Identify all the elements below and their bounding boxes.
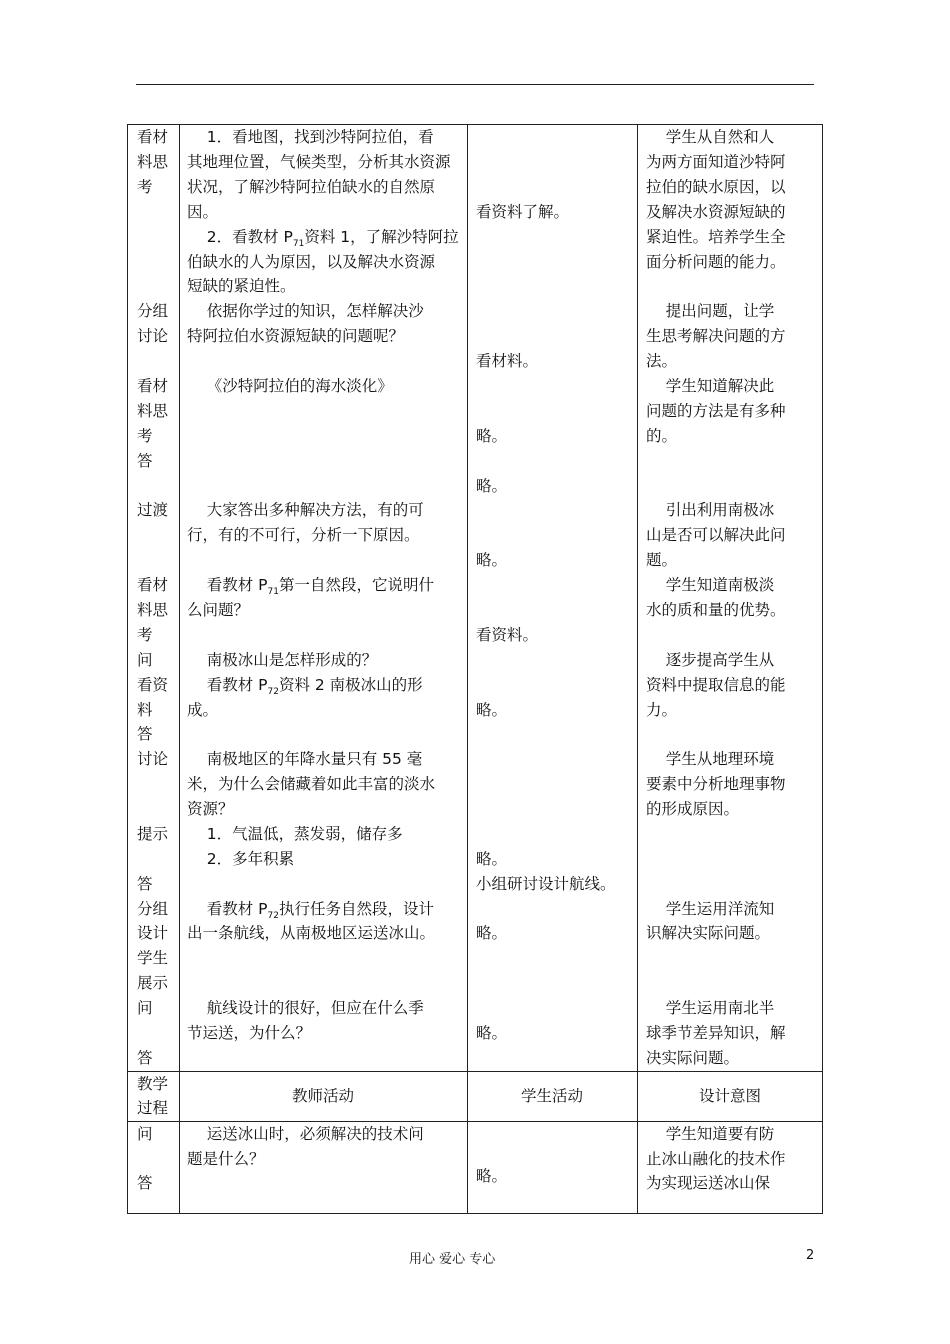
intent-line: 面分析问题的能力。 <box>646 253 786 271</box>
student-line: 略。 <box>476 924 508 942</box>
intent-line: 学生知道要有防 <box>646 1125 775 1143</box>
phase-line: 料思 <box>137 402 169 420</box>
student-line: 看资料。 <box>476 626 539 644</box>
header-design-intent: 设计意图 <box>698 1087 761 1105</box>
phase-line: 问 <box>137 999 153 1017</box>
teacher-line: 么问题？ <box>187 601 250 619</box>
phase-line: 过渡 <box>137 501 169 519</box>
teacher-line: 行，有的不可行，分析一下原因。 <box>187 526 420 544</box>
intent-line: 学生知道南极淡 <box>646 576 775 594</box>
student-line: 略。 <box>476 427 508 445</box>
student-line: 略。 <box>476 1167 508 1185</box>
teacher-line: 2．多年积累 <box>187 850 295 868</box>
header-process-label: 教学 <box>137 1075 169 1093</box>
intent-line: 及解决水资源短缺的 <box>646 203 786 221</box>
intent-line: 逐步提高学生从 <box>646 651 775 669</box>
intent-line: 问题的方法是有多种 <box>646 402 786 420</box>
intent-line: 题。 <box>646 551 678 569</box>
phase-line: 答 <box>137 1049 153 1067</box>
teacher-line: 2．看教材 $P_{71}$资料 1，了解沙特阿拉 <box>187 228 459 250</box>
student-line: 看资料了解。 <box>476 203 570 221</box>
row-divider <box>128 1071 822 1072</box>
student-line: 略。 <box>476 477 508 495</box>
phase-line: 考 <box>137 427 153 445</box>
teacher-line: 特阿拉伯水资源短缺的问题呢？ <box>187 327 405 345</box>
header-process-label: 过程 <box>137 1099 169 1117</box>
student-line: 略。 <box>476 701 508 719</box>
intent-line: 资料中提取信息的能 <box>646 676 786 694</box>
phase-line: 料 <box>137 701 153 719</box>
student-line: 看材料。 <box>476 352 539 370</box>
intent-line: 法。 <box>646 352 678 370</box>
phase-line: 看材 <box>137 128 169 146</box>
teacher-line: 南极冰山是怎样形成的？ <box>187 651 378 669</box>
phase-line: 分组 <box>137 900 169 918</box>
column-divider <box>637 125 638 1214</box>
phase-line: 答 <box>137 725 153 743</box>
teacher-line: 短缺的紧迫性。 <box>187 277 296 295</box>
phase-line: 讨论 <box>137 750 169 768</box>
phase-line: 料思 <box>137 601 169 619</box>
intent-line: 紧迫性。培养学生全 <box>646 228 786 246</box>
intent-line: 学生知道解决此 <box>646 377 775 395</box>
intent-line: 要素中分析地理事物 <box>646 775 786 793</box>
teacher-line: 米，为什么会储藏着如此丰富的淡水 <box>187 775 436 793</box>
teacher-line: 节运送，为什么？ <box>187 1024 312 1042</box>
intent-line: 生思考解决问题的方 <box>646 327 786 345</box>
phase-line: 答 <box>137 452 153 470</box>
intent-line: 学生运用洋流知 <box>646 900 775 918</box>
teacher-line: 题是什么？ <box>187 1150 265 1168</box>
teacher-line: 1．气温低，蒸发弱，储存多 <box>187 825 403 843</box>
phase-line: 看材 <box>137 576 169 594</box>
phase-line: 料思 <box>137 153 169 171</box>
intent-line: 学生运用南北半 <box>646 999 775 1017</box>
teacher-line: 《沙特阿拉伯的海水淡化》 <box>187 377 393 395</box>
teacher-line: 看教材 $P_{72}$执行任务自然段，设计 <box>187 900 434 922</box>
teacher-line: 其地理位置，气候类型，分析其水资源 <box>187 153 451 171</box>
teacher-line: 依据你学过的知识，怎样解决沙 <box>187 302 424 320</box>
intent-line: 识解决实际问题。 <box>646 924 771 942</box>
intent-line: 学生从自然和人 <box>646 128 775 146</box>
teacher-line: 南极地区的年降水量只有 55 毫 <box>187 750 423 768</box>
header-teacher-activity: 教师活动 <box>291 1087 354 1105</box>
phase-line: 问 <box>137 1125 153 1143</box>
intent-line: 决实际问题。 <box>646 1049 740 1067</box>
phase-line: 展示 <box>137 974 169 992</box>
phase-line: 考 <box>137 626 153 644</box>
teacher-line: 运送冰山时，必须解决的技术问 <box>187 1125 424 1143</box>
intent-line: 为两方面知道沙特阿 <box>646 153 786 171</box>
intent-line: 力。 <box>646 701 678 719</box>
student-line: 小组研讨设计航线。 <box>476 875 616 893</box>
intent-line: 的形成原因。 <box>646 800 740 818</box>
footer-motto: 用心 爱心 专心 <box>409 1252 496 1267</box>
teacher-line: 资源？ <box>187 800 234 818</box>
intent-line: 水的质和量的优势。 <box>646 601 786 619</box>
intent-line: 引出利用南极冰 <box>646 501 775 519</box>
student-line: 略。 <box>476 551 508 569</box>
teacher-line: 看教材 $P_{71}$第一自然段，它说明什 <box>187 576 434 598</box>
teacher-line: 大家答出多种解决方法，有的可 <box>187 501 424 519</box>
intent-line: 的。 <box>646 427 678 445</box>
phase-line: 分组 <box>137 302 169 320</box>
intent-line: 山是否可以解决此问 <box>646 526 786 544</box>
student-line: 略。 <box>476 1024 508 1042</box>
phase-line: 看资 <box>137 676 169 694</box>
phase-line: 问 <box>137 651 153 669</box>
page-number: 2 <box>806 1248 815 1263</box>
intent-line: 为实现运送冰山保 <box>646 1174 771 1192</box>
column-divider <box>179 125 180 1214</box>
teacher-line: 因。 <box>187 203 219 221</box>
intent-line: 学生从地理环境 <box>646 750 775 768</box>
student-line: 略。 <box>476 850 508 868</box>
teacher-line: 状况，了解沙特阿拉伯缺水的自然原 <box>187 178 436 196</box>
teacher-line: 成。 <box>187 701 219 719</box>
intent-line: 止冰山融化的技术作 <box>646 1150 786 1168</box>
intent-line: 拉伯的缺水原因，以 <box>646 178 786 196</box>
column-divider <box>467 125 468 1214</box>
phase-line: 学生 <box>137 949 169 967</box>
phase-line: 看材 <box>137 377 169 395</box>
teacher-line: 航线设计的很好，但应在什么季 <box>187 999 424 1017</box>
teacher-line: 1．看地图，找到沙特阿拉伯，看 <box>187 128 434 146</box>
phase-line: 讨论 <box>137 327 169 345</box>
teacher-line: 出一条航线，从南极地区运送冰山。 <box>187 924 436 942</box>
intent-line: 提出问题，让学 <box>646 302 775 320</box>
phase-line: 答 <box>137 875 153 893</box>
teacher-line: 伯缺水的人为原因，以及解决水资源 <box>187 253 436 271</box>
phase-line: 设计 <box>137 924 169 942</box>
header-rule <box>136 84 814 85</box>
teacher-line: 看教材 $P_{72}$资料 2 南极冰山的形 <box>187 676 423 698</box>
phase-line: 答 <box>137 1174 153 1192</box>
phase-line: 提示 <box>137 825 169 843</box>
phase-line: 考 <box>137 178 153 196</box>
intent-line: 球季节差异知识，解 <box>646 1024 786 1042</box>
header-student-activity: 学生活动 <box>520 1087 583 1105</box>
